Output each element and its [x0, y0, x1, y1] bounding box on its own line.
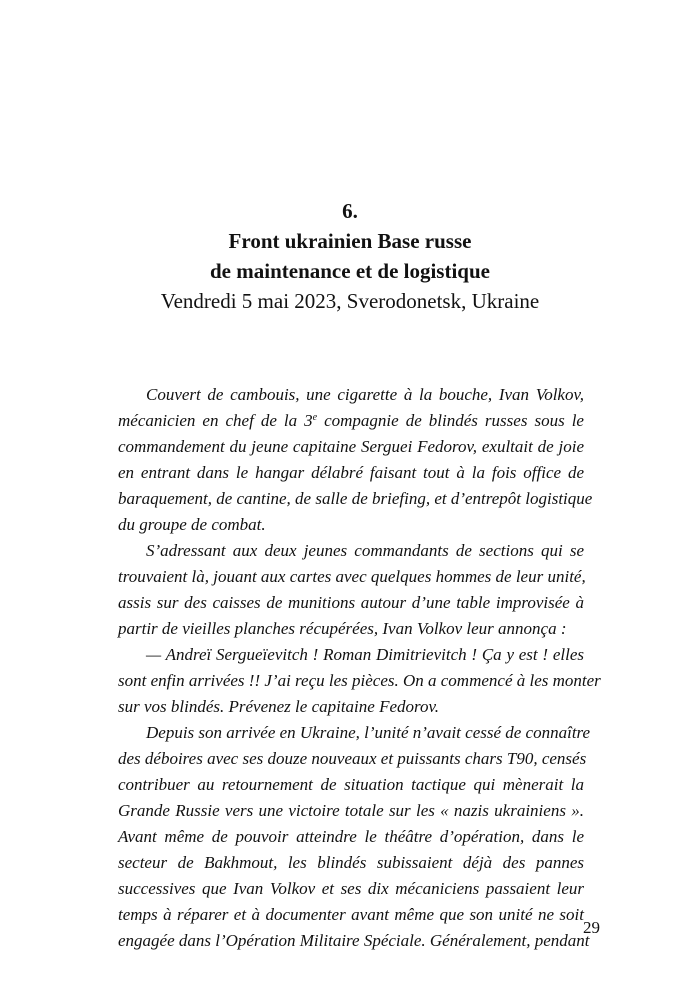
- text-line: baraquement, de cantine, de salle de briefing, et d’entrepôt logistique: [118, 489, 593, 508]
- text-line: [118, 408, 584, 434]
- chapter-title-line-2: de maintenance et de logistique: [210, 259, 490, 283]
- text-line: S’adressant aux deux jeunes commandants de sections qui se: [146, 541, 584, 560]
- superscript: e: [312, 412, 318, 423]
- text-line: des déboires avec ses douze nouveaux et puissants chars T90, censés: [118, 749, 587, 768]
- text-fragment: compagnie de blindés russes sous le: [317, 411, 584, 430]
- chapter-heading: [0, 196, 700, 316]
- text-line: Depuis son arrivée en Ukraine, l’unité n’avait cessé de connaître: [146, 723, 591, 742]
- chapter-subtitle: Vendredi 5 mai 2023, Sverodonetsk, Ukraine: [160, 289, 540, 313]
- text-line: engagée dans l’Opération Militaire Spéciale. Généralement, pendant: [118, 931, 590, 950]
- text-line: trouvaient là, jouant aux cartes avec quelques hommes de leur unité,: [118, 567, 586, 586]
- paragraph-3: [118, 642, 601, 720]
- text-line: temps à réparer et à documenter avant même que son unité ne soit: [118, 905, 584, 924]
- page-number: 29: [583, 918, 600, 937]
- text-line: successives que Ivan Volkov et ses dix mécaniciens passaient leur: [118, 879, 584, 898]
- text-line: secteur de Bakhmout, les blindés subissaient déjà des pannes: [118, 853, 584, 872]
- chapter-title-line-1: Front ukrainien Base russe: [228, 229, 472, 253]
- text-fragment: mécanicien en chef de la 3: [118, 411, 313, 430]
- text-line: du groupe de combat.: [118, 515, 266, 534]
- paragraph-2: [118, 538, 584, 642]
- text-line: Grande Russie vers une victoire totale sur les « nazis ukrainiens ».: [118, 801, 584, 820]
- text-line: assis sur des caisses de munitions autour d’une table improvisée à: [118, 593, 584, 612]
- text-line: Avant même de pouvoir atteindre le théâtre d’opération, dans le: [118, 827, 584, 846]
- paragraph-1: [118, 382, 593, 538]
- text-line: sont enfin arrivées !! J’ai reçu les pièces. On a commencé à les monter: [118, 671, 601, 690]
- text-line: partir de vieilles planches récupérées, Ivan Volkov leur annonça :: [118, 619, 567, 638]
- paragraph-4: [118, 720, 591, 954]
- text-line: contribuer au retournement de situation tactique qui mènerait la: [118, 775, 584, 794]
- text-line: commandement du jeune capitaine Serguei Fedorov, exultait de joie: [118, 437, 584, 456]
- text-line: Couvert de cambouis, une cigarette à la bouche, Ivan Volkov,: [146, 385, 584, 404]
- text-line: sur vos blindés. Prévenez le capitaine Fedorov.: [118, 697, 440, 716]
- chapter-number: 6.: [342, 199, 358, 223]
- text-line: — Andreï Sergueïevitch ! Roman Dimitrievitch ! Ça y est ! elles: [146, 645, 584, 664]
- text-line: en entrant dans le hangar délabré faisant tout à la fois office de: [118, 463, 584, 482]
